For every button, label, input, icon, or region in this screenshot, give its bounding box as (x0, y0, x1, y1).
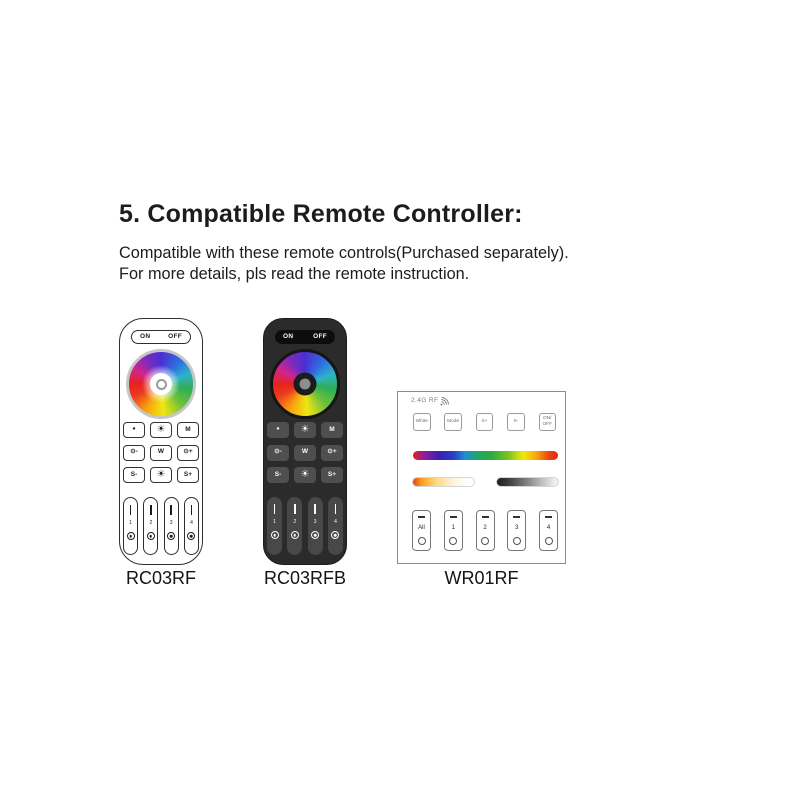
zone-dash-icon (450, 516, 457, 518)
brightness-up-button[interactable]: ☀ (150, 422, 172, 438)
rf-label (411, 397, 449, 406)
zone-button[interactable] (412, 510, 431, 551)
button-grid (123, 422, 199, 483)
mode-button[interactable]: M (321, 422, 343, 438)
zone-dash-icon (482, 516, 489, 518)
zone-number: 1 (129, 520, 132, 526)
ct-minus-button[interactable]: ⊙- (267, 445, 289, 461)
warm-white-touch-bar[interactable] (412, 477, 475, 487)
zone-off-icon (147, 532, 155, 540)
zone-on-icon (191, 505, 193, 515)
ct-minus-button[interactable]: ⊙- (123, 445, 145, 461)
zone-button[interactable] (143, 497, 158, 555)
color-touch-bar[interactable] (413, 451, 558, 460)
off-button[interactable]: OFF (313, 333, 327, 341)
remote-rc03rfb (263, 318, 347, 565)
panel-onoff-line: OFF (542, 421, 553, 427)
zone-on-icon (314, 504, 316, 514)
color-wheel[interactable] (126, 349, 196, 419)
zone-label: 3 (515, 524, 519, 531)
zone-button[interactable] (123, 497, 138, 555)
zone-button[interactable] (539, 510, 558, 551)
brightness-up-button[interactable]: ☀ (294, 422, 316, 438)
zone-off-icon (187, 532, 195, 540)
white-button[interactable]: W (150, 445, 172, 461)
zone-off-icon (291, 531, 299, 539)
zone-button[interactable] (184, 497, 199, 555)
speed-plus-button[interactable]: S+ (177, 467, 199, 483)
zone-label: 4 (546, 524, 551, 531)
zone-button[interactable] (507, 510, 526, 551)
button-grid (267, 422, 343, 483)
on-button[interactable]: ON (140, 333, 151, 341)
panel-s-minus-button[interactable]: S- (507, 413, 525, 431)
zone-on-icon (150, 505, 152, 515)
model-label-rc03rf: RC03RF (125, 568, 196, 588)
zone-button[interactable] (308, 497, 323, 555)
zone-number: 2 (293, 519, 297, 525)
panel-zone-row (412, 510, 558, 551)
zone-circle-icon (513, 537, 521, 545)
zone-off-icon (311, 531, 319, 539)
zone-number: 2 (149, 520, 153, 526)
ct-plus-button[interactable]: ⊙+ (177, 445, 199, 461)
speed-minus-button[interactable]: S- (267, 467, 289, 483)
page-title: 5. Compatible Remote Controller: (119, 200, 523, 228)
brightness-down-button[interactable]: ☀ (150, 467, 172, 483)
description-line: For more details, pls read the remote instruction. (119, 265, 470, 283)
power-pill (131, 330, 191, 344)
zone-dash-icon (545, 516, 552, 518)
zone-off-icon (271, 531, 279, 539)
panel-onoff-line: ON/ (542, 416, 552, 422)
zone-number: 4 (334, 519, 337, 525)
color-wheel[interactable] (270, 349, 340, 419)
ct-plus-button[interactable]: ⊙+ (321, 445, 343, 461)
night-light-button[interactable]: ● (267, 422, 289, 438)
color-wheel-center (150, 373, 172, 395)
color-wheel-dot-icon (300, 379, 311, 390)
zone-label: All (418, 524, 425, 531)
zone-on-icon (170, 505, 172, 515)
zone-row (267, 497, 343, 555)
zone-on-icon (274, 504, 276, 514)
panel-mode-button[interactable]: Mode (444, 413, 462, 431)
zone-label: 2 (483, 524, 487, 531)
zone-button[interactable] (444, 510, 463, 551)
zone-on-icon (130, 505, 132, 515)
zone-button[interactable] (476, 510, 495, 551)
speed-plus-button[interactable]: S+ (321, 467, 343, 483)
model-label-wr01rf: WR01RF (444, 568, 519, 588)
panel-white-button[interactable]: White (413, 413, 431, 431)
zone-number: 3 (313, 519, 317, 525)
zone-button[interactable] (267, 497, 282, 555)
speed-minus-button[interactable]: S- (123, 467, 145, 483)
zone-button[interactable] (164, 497, 179, 555)
zone-off-icon (331, 531, 339, 539)
zone-off-icon (167, 532, 175, 540)
brightness-down-button[interactable]: ☀ (294, 467, 316, 483)
panel-button-row (413, 413, 556, 431)
description-line: Compatible with these remote controls(Purchased separately). (119, 244, 569, 262)
panel-wr01rf (397, 391, 566, 564)
zone-dash-icon (418, 516, 425, 518)
zone-circle-icon (418, 537, 426, 545)
zone-label: 1 (451, 524, 455, 531)
model-label-rc03rfb: RC03RFB (263, 568, 347, 588)
zone-circle-icon (449, 537, 457, 545)
zone-number: 3 (169, 520, 173, 526)
zone-button[interactable] (287, 497, 302, 555)
rf-label-text: 2.4G RF (411, 397, 439, 404)
remote-rc03rf (119, 318, 203, 565)
zone-off-icon (127, 532, 135, 540)
zone-number: 1 (273, 519, 276, 525)
zone-number: 4 (190, 520, 193, 526)
panel-onoff-button[interactable] (539, 413, 557, 431)
zone-dash-icon (513, 516, 520, 518)
panel-s-plus-button[interactable]: S+ (476, 413, 494, 431)
zone-row (123, 497, 199, 555)
color-wheel-center (294, 373, 317, 396)
off-button[interactable]: OFF (168, 333, 182, 341)
on-button[interactable]: ON (283, 333, 294, 341)
zone-on-icon (294, 504, 296, 514)
rf-signal-icon (440, 397, 449, 406)
zone-circle-icon (545, 537, 553, 545)
zone-button[interactable] (328, 497, 343, 555)
power-pill (275, 330, 335, 344)
zone-circle-icon (481, 537, 489, 545)
color-wheel-dot-icon (156, 379, 167, 390)
brightness-touch-bar[interactable] (496, 477, 559, 487)
white-button[interactable]: W (294, 445, 316, 461)
night-light-button[interactable]: ● (123, 422, 145, 438)
zone-on-icon (335, 504, 337, 514)
mode-button[interactable]: M (177, 422, 199, 438)
